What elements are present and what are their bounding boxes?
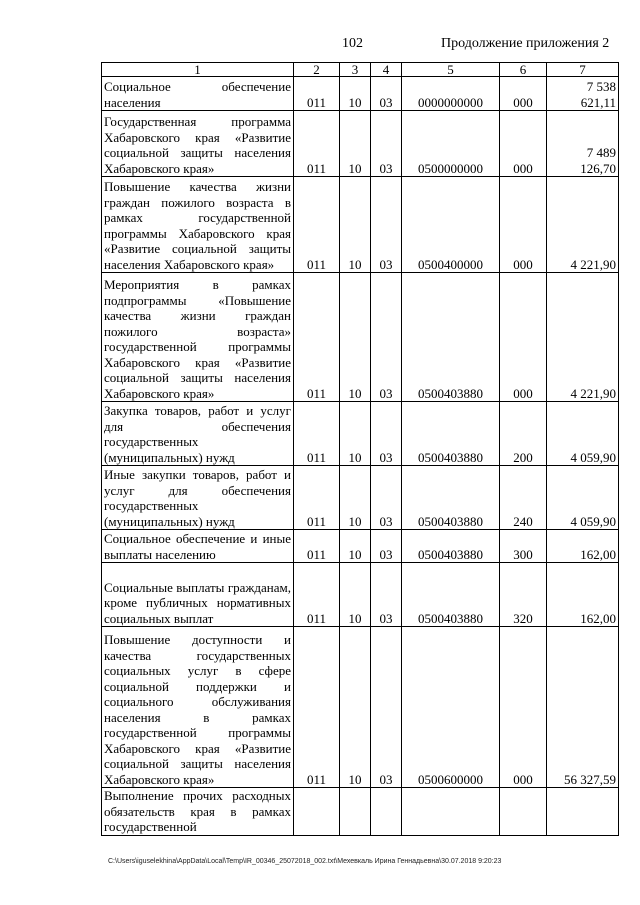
cell-section: 10 [340, 111, 371, 177]
column-number: 7 [547, 63, 619, 77]
row-name: Повышение качества жизни граждан пожилого возраста в рамках государственной программы Хабаровского края «Развитие социальной защиты населения Хабаровского края» [102, 177, 294, 273]
cell-section [340, 788, 371, 836]
row-name: Государственная программа Хабаровского края «Развитие социальной защиты населения Хабаровского края» [102, 111, 294, 177]
cell-amount: 4 221,90 [547, 177, 619, 273]
cell-grbs: 011 [294, 402, 340, 466]
cell-target-code: 0500400000 [402, 177, 500, 273]
cell-grbs: 011 [294, 466, 340, 530]
cell-amount: 4 059,90 [547, 466, 619, 530]
file-path-footer: C:\Users\iguselekhina\AppData\Local\Temp\IR_00346_25072018_002.txt\Мехевкаль Ирина Геннадьевна\30.07.2018 9:20:23 [108, 858, 502, 865]
column-number: 4 [371, 63, 402, 77]
row-name: Мероприятия в рамках подпрограммы «Повышение качества жизни граждан пожилого возраста» государственной программы Хабаровского края «Развитие социальной защиты населения Хабаровского края» [102, 273, 294, 402]
cell-amount: 162,00 [547, 530, 619, 563]
cell-amount [547, 788, 619, 836]
cell-section: 10 [340, 530, 371, 563]
cell-amount: 56 327,59 [547, 627, 619, 788]
table-row [102, 177, 619, 273]
column-number: 1 [102, 63, 294, 77]
cell-section: 10 [340, 627, 371, 788]
table-row [102, 77, 619, 111]
cell-section: 10 [340, 402, 371, 466]
cell-target-code: 0500600000 [402, 627, 500, 788]
cell-expense-type: 320 [500, 563, 547, 627]
cell-subsection: 03 [371, 402, 402, 466]
cell-grbs: 011 [294, 273, 340, 402]
column-number: 2 [294, 63, 340, 77]
cell-subsection: 03 [371, 111, 402, 177]
cell-target-code: 0500000000 [402, 111, 500, 177]
cell-subsection: 03 [371, 177, 402, 273]
row-name: Закупка товаров, работ и услуг для обеспечения государственных (муниципальных) нужд [102, 402, 294, 466]
cell-expense-type: 000 [500, 273, 547, 402]
cell-subsection [371, 788, 402, 836]
cell-section: 10 [340, 563, 371, 627]
table-row [102, 111, 619, 177]
column-number-row [102, 63, 619, 77]
row-name: Повышение доступности и качества государственных социальных услуг в сфере социальной поддержки и социального обслуживания населения в рамках государственной программы Хабаровского края «Развитие социальной защиты населения Хабаровского края» [102, 627, 294, 788]
cell-section: 10 [340, 466, 371, 530]
table-row [102, 402, 619, 466]
cell-grbs: 011 [294, 627, 340, 788]
cell-grbs: 011 [294, 111, 340, 177]
page-number: 102 [342, 36, 363, 51]
column-number: 5 [402, 63, 500, 77]
row-name: Социальные выплаты гражданам, кроме публичных нормативных социальных выплат [102, 563, 294, 627]
cell-grbs: 011 [294, 177, 340, 273]
cell-subsection: 03 [371, 77, 402, 111]
cell-target-code: 0500403880 [402, 563, 500, 627]
cell-target-code: 0500403880 [402, 402, 500, 466]
cell-amount: 162,00 [547, 563, 619, 627]
cell-target-code: 0000000000 [402, 77, 500, 111]
column-number: 3 [340, 63, 371, 77]
table-row [102, 563, 619, 627]
cell-expense-type [500, 788, 547, 836]
cell-subsection: 03 [371, 466, 402, 530]
cell-grbs: 011 [294, 77, 340, 111]
cell-expense-type: 000 [500, 627, 547, 788]
cell-grbs: 011 [294, 563, 340, 627]
row-name: Социальное обеспечение и иные выплаты населению [102, 530, 294, 563]
cell-target-code: 0500403880 [402, 466, 500, 530]
continuation-label: Продолжение приложения 2 [441, 36, 610, 51]
cell-amount: 4 221,90 [547, 273, 619, 402]
column-number: 6 [500, 63, 547, 77]
row-name: Иные закупки товаров, работ и услуг для обеспечения государственных (муниципальных) нужд [102, 466, 294, 530]
cell-section: 10 [340, 177, 371, 273]
cell-amount: 4 059,90 [547, 402, 619, 466]
cell-expense-type: 240 [500, 466, 547, 530]
cell-subsection: 03 [371, 627, 402, 788]
cell-subsection: 03 [371, 563, 402, 627]
cell-expense-type: 000 [500, 77, 547, 111]
row-name: Выполнение прочих расходных обязательств края в рамках государственной [102, 788, 294, 836]
cell-expense-type: 300 [500, 530, 547, 563]
table-row [102, 627, 619, 788]
cell-amount: 7 538 621,11 [547, 77, 619, 111]
cell-target-code [402, 788, 500, 836]
table-row [102, 788, 619, 836]
cell-section: 10 [340, 77, 371, 111]
table-row [102, 273, 619, 402]
budget-table [101, 62, 619, 836]
table-row [102, 530, 619, 563]
cell-expense-type: 200 [500, 402, 547, 466]
cell-expense-type: 000 [500, 111, 547, 177]
cell-amount: 7 489 126,70 [547, 111, 619, 177]
cell-subsection: 03 [371, 273, 402, 402]
cell-target-code: 0500403880 [402, 273, 500, 402]
cell-section: 10 [340, 273, 371, 402]
cell-target-code: 0500403880 [402, 530, 500, 563]
cell-grbs: 011 [294, 530, 340, 563]
table-row [102, 466, 619, 530]
cell-expense-type: 000 [500, 177, 547, 273]
cell-grbs [294, 788, 340, 836]
cell-subsection: 03 [371, 530, 402, 563]
row-name: Социальное обеспечение населения [102, 77, 294, 111]
